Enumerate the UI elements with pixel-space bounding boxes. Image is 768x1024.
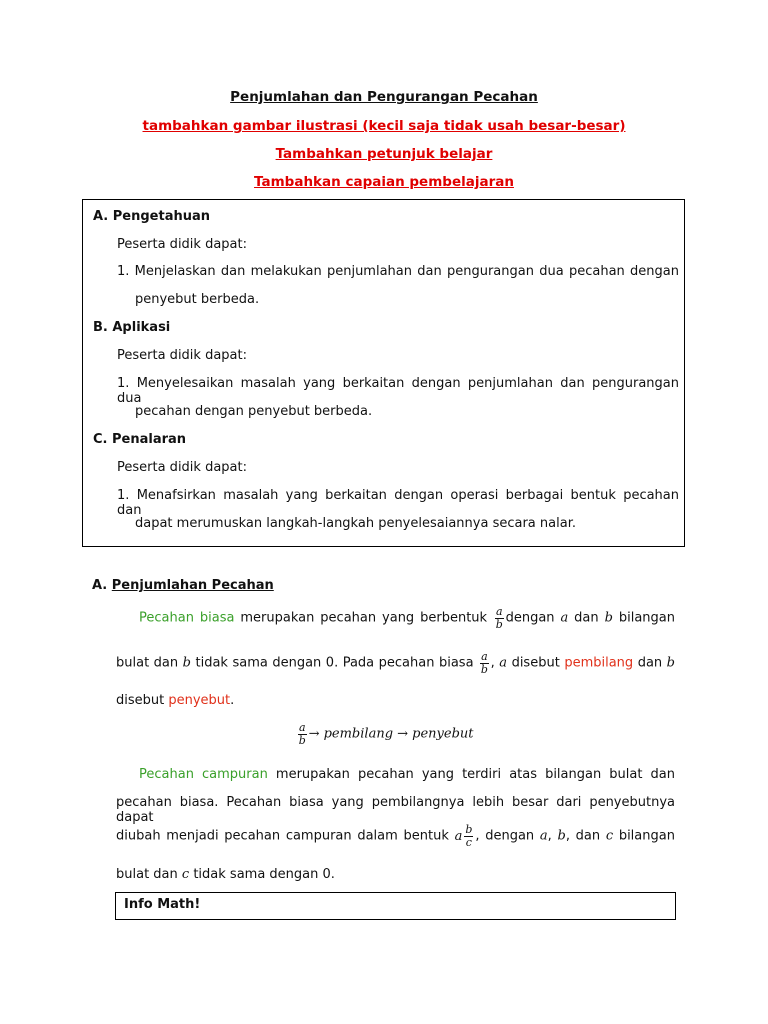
paragraph-text: disebut — [116, 693, 165, 708]
page-title: Penjumlahan dan Pengurangan Pecahan — [230, 89, 538, 105]
variable-b: b — [182, 655, 191, 671]
term-pembilang: pembilang — [564, 655, 634, 671]
paragraph-text: dan — [574, 610, 599, 626]
period: . — [230, 693, 235, 708]
objective-intro: Peserta didik dapat: — [117, 460, 247, 475]
objective-intro: Peserta didik dapat: — [117, 237, 247, 252]
formula-text: → pembilang → penyebut — [308, 726, 474, 742]
objective-heading-reasoning: C. Penalaran — [93, 432, 187, 447]
term-pecahan: Pecahan — [139, 610, 194, 626]
section-title: Penjumlahan Pecahan — [111, 578, 274, 593]
editor-note-learning-outcomes: Tambahkan capaian pembelajaran — [254, 174, 514, 190]
paragraph-text: diubah menjadi pecahan campuran dalam bentuk — [116, 828, 449, 844]
objective-item-continuation: pecahan dengan penyebut berbeda. — [135, 404, 373, 419]
paragraph-text: tidak sama dengan 0. Pada pecahan biasa — [195, 655, 474, 671]
objective-item-continuation: dapat merumuskan langkah-langkah penyelesaiannya secara nalar. — [135, 516, 576, 531]
variable-a: a — [560, 610, 569, 626]
term-penyebut: penyebut — [168, 693, 231, 708]
objective-item: 1. Menjelaskan dan melakukan penjumlahan dan pengurangan dua pecahan dengan — [117, 264, 679, 279]
learning-objectives-box — [82, 199, 685, 547]
objective-item: 1. Menafsirkan masalah yang berkaitan dengan operasi berbagai bentuk pecahan dan — [117, 488, 679, 518]
paragraph-line: pecahan biasa. Pecahan biasa yang pembilangnya lebih besar dari penyebutnya dapat — [116, 795, 675, 825]
objective-intro: Peserta didik dapat: — [117, 348, 247, 363]
fraction-a-over-b: $\frac{a}{b}$ — [495, 605, 503, 631]
variable-a: a — [539, 828, 548, 844]
variable-b: b — [557, 828, 566, 844]
paragraph-line: diubah menjadi pecahan campuran dalam bentuk a $\frac{b}{c}$ , dengan a, b, dan c bilangan — [116, 823, 675, 849]
objective-heading-application: B. Aplikasi — [93, 320, 171, 335]
paragraph-text: bulat dan — [116, 655, 179, 671]
paragraph-text: disebut — [511, 655, 560, 671]
mixed-fraction: a $\frac{b}{c}$ — [454, 823, 473, 849]
objective-item-continuation: penyebut berbeda. — [135, 292, 260, 307]
term-campuran: campuran — [202, 767, 268, 782]
paragraph-text: dengan — [505, 610, 555, 626]
paragraph-text: bulat dan — [116, 867, 178, 882]
variable-c: c — [181, 867, 190, 882]
fraction-a-over-b: $\frac{a}{b}$ — [480, 650, 488, 676]
section-heading — [92, 578, 274, 593]
objective-heading-knowledge: A. Pengetahuan — [93, 209, 211, 224]
paragraph-line — [116, 693, 234, 708]
editor-note-study-guide: Tambahkan petunjuk belajar — [275, 146, 493, 162]
paragraph-text: dan — [575, 828, 601, 844]
objective-item: 1. Menyelesaikan masalah yang berkaitan dengan penjumlahan dan pengurangan dua — [117, 376, 679, 406]
paragraph-line — [139, 767, 675, 782]
section-letter: A. — [92, 578, 108, 593]
comma: , — [490, 655, 495, 671]
info-math-box — [115, 892, 676, 920]
paragraph-text: tidak sama dengan 0. — [193, 867, 335, 882]
paragraph-text: bilangan — [618, 610, 675, 626]
editor-note-illustration: tambahkan gambar ilustrasi (kecil saja tidak usah besar-besar) — [142, 118, 626, 134]
fraction-a-over-b: $\frac{a}{b}$ — [298, 721, 306, 747]
term-biasa: biasa — [199, 610, 235, 626]
paragraph-text: , dengan — [475, 828, 535, 844]
variable-c: c — [605, 828, 614, 844]
variable-a: a — [499, 655, 508, 671]
paragraph-text: merupakan pecahan yang berbentuk — [240, 610, 488, 626]
paragraph-text: dan — [637, 655, 663, 671]
paragraph-line — [116, 867, 335, 882]
variable-b: b — [604, 610, 613, 626]
term-pecahan: Pecahan — [139, 767, 194, 782]
variable-b: b — [666, 655, 675, 671]
info-math-title: Info Math! — [124, 897, 201, 912]
paragraph-text: bilangan — [618, 828, 675, 844]
paragraph-text: merupakan pecahan yang terdiri atas bilangan bulat dan — [275, 767, 675, 782]
paragraph-line — [116, 651, 675, 675]
paragraph-line — [139, 606, 675, 630]
formula-fraction-parts — [296, 722, 474, 746]
